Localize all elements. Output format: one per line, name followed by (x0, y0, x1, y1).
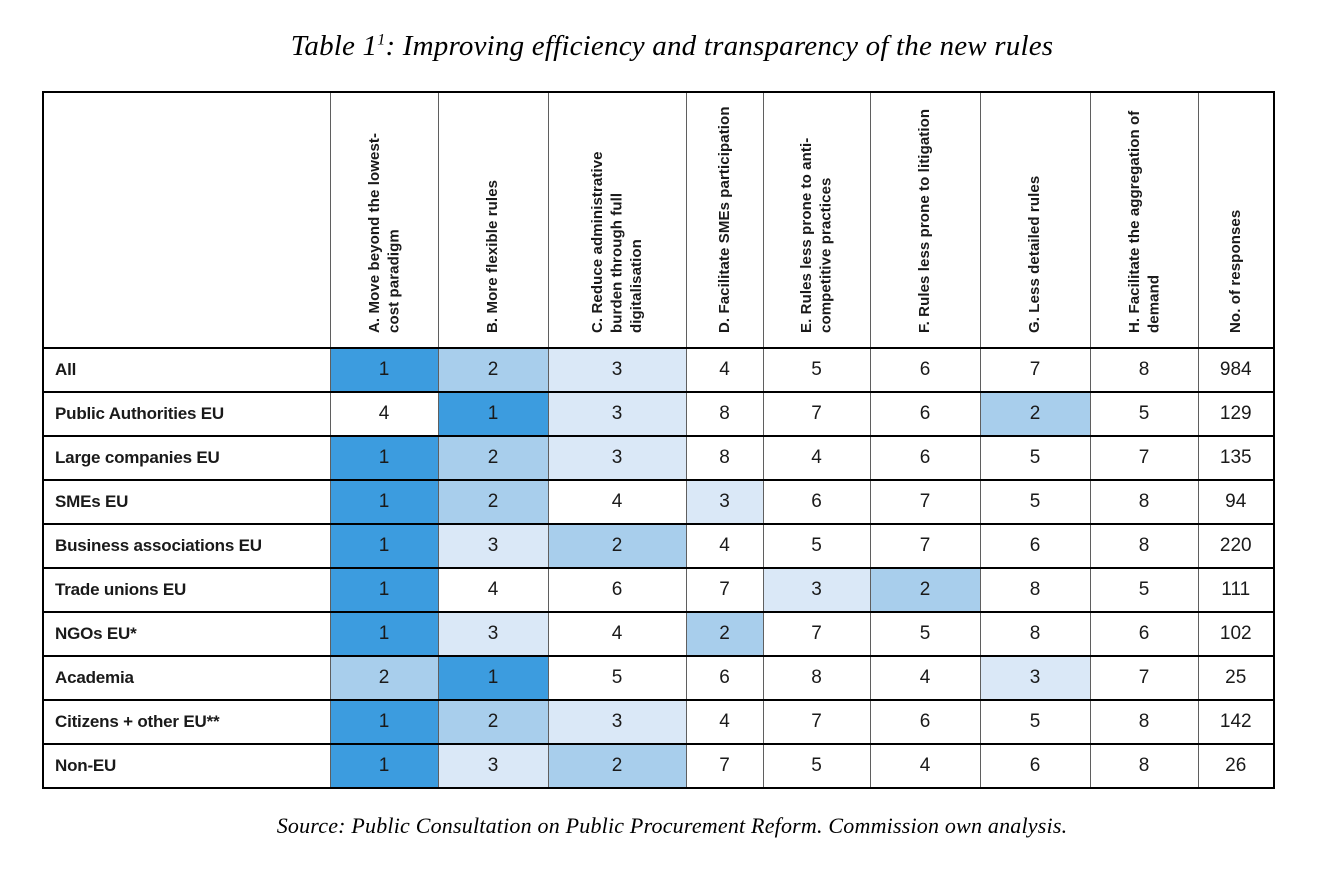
rank-cell: 2 (330, 656, 438, 700)
rank-cell: 1 (330, 348, 438, 392)
rank-cell: 1 (330, 568, 438, 612)
rank-cell: 7 (1090, 436, 1198, 480)
rank-cell: 7 (763, 392, 870, 436)
table-row (43, 348, 1274, 392)
rank-cell: 5 (548, 656, 686, 700)
row-label: Large companies EU (43, 436, 330, 480)
rank-cell: 3 (686, 480, 763, 524)
rank-cell: 2 (548, 744, 686, 788)
rank-cell: 6 (763, 480, 870, 524)
responses-cell: 111 (1198, 568, 1274, 612)
option-column-header-label: H. Facilitate the aggregation of demand (1125, 110, 1162, 333)
rank-cell: 2 (438, 348, 548, 392)
rank-cell: 3 (438, 744, 548, 788)
rank-cell: 3 (763, 568, 870, 612)
rank-cell: 7 (763, 700, 870, 744)
rank-cell: 6 (870, 348, 980, 392)
rank-cell: 4 (548, 612, 686, 656)
option-column-header-label: G. Less detailed rules (1026, 175, 1044, 333)
row-label: Business associations EU (43, 524, 330, 568)
option-column-header (330, 92, 438, 348)
option-column-header (870, 92, 980, 348)
rank-cell: 5 (980, 436, 1090, 480)
responses-cell: 25 (1198, 656, 1274, 700)
table-row (43, 656, 1274, 700)
rank-cell: 4 (686, 348, 763, 392)
option-column-header (1090, 92, 1198, 348)
responses-column-header-label: No. of responses (1227, 209, 1244, 333)
rank-cell: 3 (548, 392, 686, 436)
rank-cell: 2 (438, 700, 548, 744)
rank-cell: 4 (870, 744, 980, 788)
rankings-table (42, 91, 1275, 789)
option-column-header-label: C. Reduce administrative burden through full digitalisation (588, 151, 645, 333)
option-column-header (763, 92, 870, 348)
rank-cell: 5 (980, 480, 1090, 524)
option-column-header-label: B. More flexible rules (484, 179, 502, 333)
source-note: Source: Public Consultation on Public Procurement Reform. Commission own analysis. (276, 813, 1068, 838)
row-label: NGOs EU* (43, 612, 330, 656)
table-row (43, 700, 1274, 744)
option-column-header-label: E. Rules less prone to anti-competitive practices (798, 137, 835, 333)
rank-cell: 3 (980, 656, 1090, 700)
rank-cell: 7 (870, 524, 980, 568)
rank-cell: 4 (686, 524, 763, 568)
option-column-header (686, 92, 763, 348)
table-row (43, 480, 1274, 524)
table-row (43, 568, 1274, 612)
row-label: Public Authorities EU (43, 392, 330, 436)
rank-cell: 6 (1090, 612, 1198, 656)
rank-cell: 6 (548, 568, 686, 612)
rank-cell: 7 (980, 348, 1090, 392)
option-column-header (980, 92, 1090, 348)
rank-cell: 5 (763, 348, 870, 392)
rank-cell: 8 (1090, 480, 1198, 524)
rank-cell: 7 (763, 612, 870, 656)
rank-cell: 2 (438, 436, 548, 480)
rank-cell: 5 (763, 524, 870, 568)
rank-cell: 2 (980, 392, 1090, 436)
row-label: Academia (43, 656, 330, 700)
rank-cell: 4 (686, 700, 763, 744)
rank-cell: 7 (686, 568, 763, 612)
rank-cell: 8 (1090, 744, 1198, 788)
option-column-header (438, 92, 548, 348)
rank-cell: 3 (548, 700, 686, 744)
rank-cell: 7 (870, 480, 980, 524)
responses-cell: 94 (1198, 480, 1274, 524)
responses-cell: 984 (1198, 348, 1274, 392)
rank-cell: 2 (548, 524, 686, 568)
table-row (43, 436, 1274, 480)
rank-cell: 8 (686, 392, 763, 436)
responses-cell: 220 (1198, 524, 1274, 568)
table-row (43, 392, 1274, 436)
rank-cell: 7 (1090, 656, 1198, 700)
rank-cell: 6 (870, 392, 980, 436)
rank-cell: 2 (438, 480, 548, 524)
rank-cell: 8 (980, 612, 1090, 656)
table-title-text: : Improving efficiency and transparency of the new rules (385, 30, 1054, 62)
rank-cell: 4 (870, 656, 980, 700)
rank-cell: 1 (330, 744, 438, 788)
responses-cell: 135 (1198, 436, 1274, 480)
table-row (43, 612, 1274, 656)
rank-cell: 1 (330, 524, 438, 568)
rank-cell: 8 (1090, 348, 1198, 392)
rank-cell: 3 (548, 348, 686, 392)
rank-cell: 8 (980, 568, 1090, 612)
rank-cell: 3 (548, 436, 686, 480)
table-row (43, 524, 1274, 568)
rank-cell: 2 (870, 568, 980, 612)
rank-cell: 1 (438, 656, 548, 700)
rank-cell: 6 (980, 524, 1090, 568)
option-column-header-label: D. Facilitate SMEs participation (715, 106, 733, 333)
rank-cell: 4 (438, 568, 548, 612)
table-title-prefix: Table 1 (290, 30, 378, 62)
rank-cell: 8 (763, 656, 870, 700)
rank-cell: 5 (1090, 392, 1198, 436)
rank-cell: 1 (330, 436, 438, 480)
rank-cell: 6 (686, 656, 763, 700)
rank-cell: 2 (686, 612, 763, 656)
option-column-header-label: F. Rules less prone to litigation (916, 108, 934, 333)
row-label: SMEs EU (43, 480, 330, 524)
header-row (43, 92, 1274, 348)
rank-cell: 3 (438, 612, 548, 656)
table-row (43, 744, 1274, 788)
rank-cell: 6 (870, 700, 980, 744)
rank-cell: 8 (1090, 700, 1198, 744)
rank-cell: 3 (438, 524, 548, 568)
rank-cell: 5 (870, 612, 980, 656)
rank-cell: 6 (870, 436, 980, 480)
rank-cell: 1 (330, 612, 438, 656)
rank-cell: 1 (330, 480, 438, 524)
rank-cell: 5 (1090, 568, 1198, 612)
option-column-header (548, 92, 686, 348)
rank-cell: 5 (763, 744, 870, 788)
rank-cell: 5 (980, 700, 1090, 744)
responses-cell: 26 (1198, 744, 1274, 788)
rank-cell: 4 (763, 436, 870, 480)
row-label: All (43, 348, 330, 392)
table-title-footnote-marker: 1 (377, 31, 386, 49)
rank-cell: 7 (686, 744, 763, 788)
table-title (0, 30, 1344, 63)
responses-column-header (1198, 92, 1274, 348)
rank-cell: 8 (1090, 524, 1198, 568)
rank-cell: 1 (438, 392, 548, 436)
row-label: Citizens + other EU** (43, 700, 330, 744)
rank-cell: 4 (330, 392, 438, 436)
rank-cell: 4 (548, 480, 686, 524)
row-label: Trade unions EU (43, 568, 330, 612)
option-column-header-label: A. Move beyond the lowest-cost paradigm (365, 132, 402, 333)
rank-cell: 6 (980, 744, 1090, 788)
row-label: Non-EU (43, 744, 330, 788)
responses-cell: 129 (1198, 392, 1274, 436)
responses-cell: 102 (1198, 612, 1274, 656)
corner-cell (43, 92, 330, 348)
rank-cell: 8 (686, 436, 763, 480)
responses-cell: 142 (1198, 700, 1274, 744)
rank-cell: 1 (330, 700, 438, 744)
